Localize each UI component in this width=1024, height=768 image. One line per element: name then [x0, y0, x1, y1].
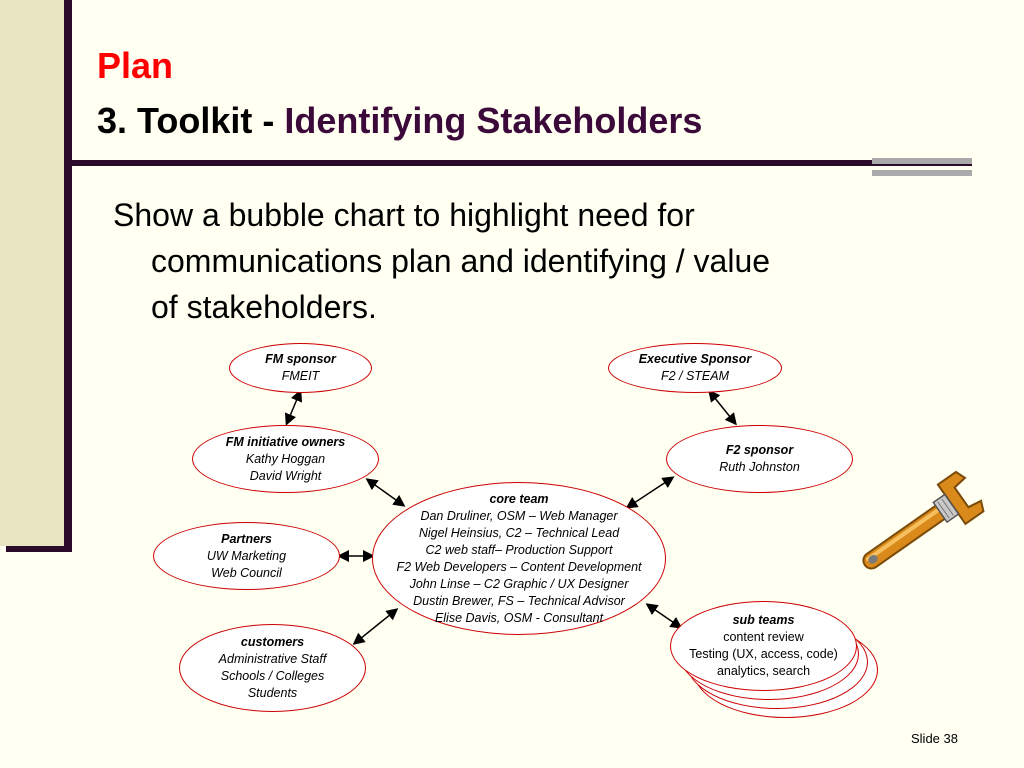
bubble-heading: FM initiative owners	[225, 434, 346, 449]
bubble-line: Administrative Staff	[218, 652, 327, 666]
bubble-heading: F2 sponsor	[725, 443, 794, 457]
bubble-partners	[153, 522, 340, 590]
arrow-f2-core	[628, 478, 672, 507]
bubble-line: Nigel Heinsius, C2 – Technical Lead	[418, 525, 620, 540]
bubble-line: analytics, search	[716, 664, 811, 678]
slide-number: Slide 38	[911, 731, 958, 746]
arrow-fm-sponsor-initiative	[287, 392, 300, 423]
slide-title: Plan	[97, 45, 174, 86]
bubble-line: F2 Web Developers – Content Development	[396, 559, 642, 574]
bubble-line: FMEIT	[281, 369, 320, 383]
bubble-line: Dan Druliner, OSM – Web Manager	[420, 508, 618, 523]
bubble-heading: core team	[489, 491, 549, 506]
bubble-heading: Executive Sponsor	[638, 352, 752, 366]
bubble-heading: Partners	[221, 531, 272, 546]
arrow-initiative-core	[368, 480, 403, 505]
bubble-line: John Linse – C2 Graphic / UX Designer	[409, 576, 629, 591]
arrow-exec-f2	[710, 392, 735, 423]
bubble-heading: customers	[240, 635, 305, 649]
bubble-line: Testing (UX, access, code)	[689, 647, 838, 661]
bubble-fm-initiative-owners	[192, 425, 379, 493]
bubble-fm-sponsor	[229, 343, 372, 393]
body-line: Show a bubble chart to highlight need for	[113, 197, 695, 233]
arrow-customers-core	[355, 610, 396, 643]
bubble-sub-teams	[670, 601, 857, 691]
bubble-line: Ruth Johnston	[719, 460, 800, 474]
bubble-line: Dustin Brewer, FS – Technical Advisor	[413, 593, 625, 608]
bubble-line: Schools / Colleges	[220, 669, 325, 683]
bubble-line: content review	[723, 630, 804, 644]
bubble-f2-sponsor	[666, 425, 853, 493]
subtitle-prefix: 3. Toolkit -	[97, 100, 285, 141]
bubble-line: C2 web staff– Production Support	[425, 542, 613, 557]
bubble-line: UW Marketing	[206, 548, 287, 563]
wrench-icon	[838, 462, 988, 587]
subtitle-accent: Identifying Stakeholders	[284, 100, 703, 141]
arrow-core-subteams	[648, 605, 680, 627]
bubble-line: F2 / STEAM	[660, 369, 730, 383]
bubble-line: Kathy Hoggan	[245, 451, 326, 466]
bubble-line: Web Council	[211, 565, 282, 580]
bubble-heading: sub teams	[732, 613, 795, 627]
bubble-executive-sponsor	[608, 343, 782, 393]
bubble-customers	[179, 624, 366, 712]
bubble-line: Students	[247, 686, 298, 700]
bubble-heading: FM sponsor	[265, 352, 336, 366]
body-line: of stakeholders.	[151, 289, 377, 325]
bubble-line: David Wright	[249, 468, 322, 483]
body-line: communications plan and identifying / value	[151, 243, 771, 279]
bubble-line: Elise Davis, OSM - Consultant	[434, 610, 604, 625]
bubble-core-team	[372, 482, 666, 635]
